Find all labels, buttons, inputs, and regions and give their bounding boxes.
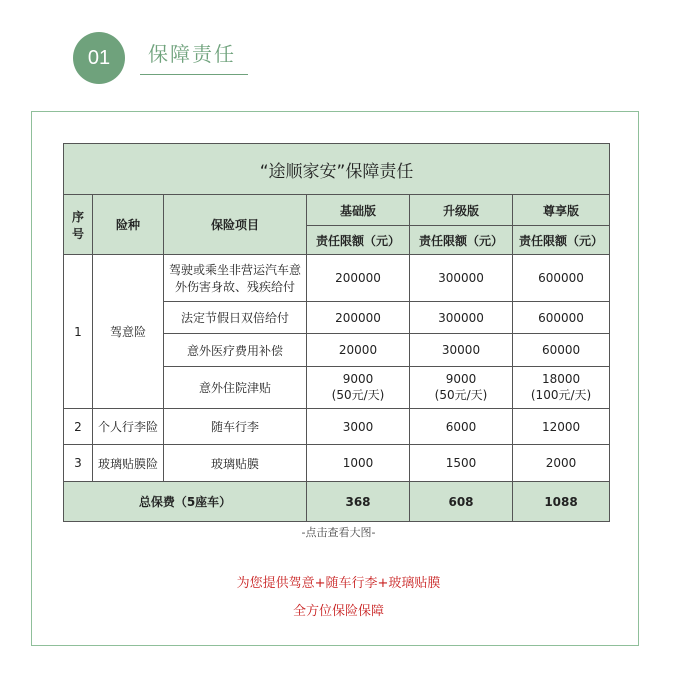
table-row — [64, 409, 610, 445]
total-value: 608 — [410, 482, 513, 522]
cell-category: 个人行李险 — [93, 409, 164, 445]
cell-value: 6000 — [410, 409, 513, 445]
cell-value: 1500 — [410, 445, 513, 482]
header-seq: 序号 — [64, 195, 93, 255]
header-limit: 责任限额（元） — [307, 226, 410, 255]
table-row — [64, 255, 610, 302]
cell-value: 20000 — [307, 334, 410, 367]
cell-item: 随车行李 — [164, 409, 307, 445]
header-item: 保险项目 — [164, 195, 307, 255]
cell-value: 200000 — [307, 302, 410, 334]
cell-item: 意外住院津贴 — [164, 367, 307, 409]
cell-value-daily: (50元/天) — [331, 388, 385, 402]
section-number-badge: 01 — [73, 32, 125, 84]
cell-category: 驾意险 — [93, 255, 164, 409]
header-plan-basic: 基础版 — [307, 195, 410, 226]
total-value: 1088 — [513, 482, 610, 522]
cell-value-amount: 9000 — [445, 372, 477, 386]
cell-value — [307, 367, 410, 409]
cell-value-amount: 18000 — [541, 372, 581, 386]
cell-value: 600000 — [513, 302, 610, 334]
cell-value: 200000 — [307, 255, 410, 302]
cell-value: 1000 — [307, 445, 410, 482]
cell-category: 玻璃贴膜险 — [93, 445, 164, 482]
header-plan-upgrade: 升级版 — [410, 195, 513, 226]
cell-seq: 2 — [64, 409, 93, 445]
cell-value: 12000 — [513, 409, 610, 445]
cell-value: 600000 — [513, 255, 610, 302]
header-category: 险种 — [93, 195, 164, 255]
cell-value: 300000 — [410, 302, 513, 334]
cell-item: 玻璃贴膜 — [164, 445, 307, 482]
total-label: 总保费（5座车） — [64, 482, 307, 522]
cell-value: 3000 — [307, 409, 410, 445]
cell-value: 30000 — [410, 334, 513, 367]
cell-value: 2000 — [513, 445, 610, 482]
promo-line-2: 全方位保险保障 — [292, 604, 384, 619]
table-title: “途顺家安”保障责任 — [64, 144, 610, 195]
cell-value-amount: 9000 — [342, 372, 374, 386]
cell-item: 法定节假日双倍给付 — [164, 302, 307, 334]
coverage-table[interactable] — [63, 143, 610, 522]
table-row — [64, 445, 610, 482]
cell-value: 300000 — [410, 255, 513, 302]
cell-item: 驾驶或乘坐非营运汽车意外伤害身故、残疾给付 — [164, 255, 307, 302]
header-plan-premium: 尊享版 — [513, 195, 610, 226]
header-limit: 责任限额（元） — [513, 226, 610, 255]
total-value: 368 — [307, 482, 410, 522]
title-underline — [140, 74, 248, 75]
view-large-image-link[interactable]: -点击查看大图- — [301, 526, 376, 539]
cell-value — [513, 367, 610, 409]
section-title: 保障责任 — [148, 42, 236, 66]
cell-value-daily: (100元/天) — [530, 388, 592, 402]
header-limit: 责任限额（元） — [410, 226, 513, 255]
cell-seq: 3 — [64, 445, 93, 482]
cell-value — [410, 367, 513, 409]
cell-seq: 1 — [64, 255, 93, 409]
cell-value: 60000 — [513, 334, 610, 367]
promo-line-1: 为您提供驾意+随车行李+玻璃贴膜 — [236, 576, 441, 591]
cell-item: 意外医疗费用补偿 — [164, 334, 307, 367]
cell-value-daily: (50元/天) — [434, 388, 488, 402]
total-row — [64, 482, 610, 522]
